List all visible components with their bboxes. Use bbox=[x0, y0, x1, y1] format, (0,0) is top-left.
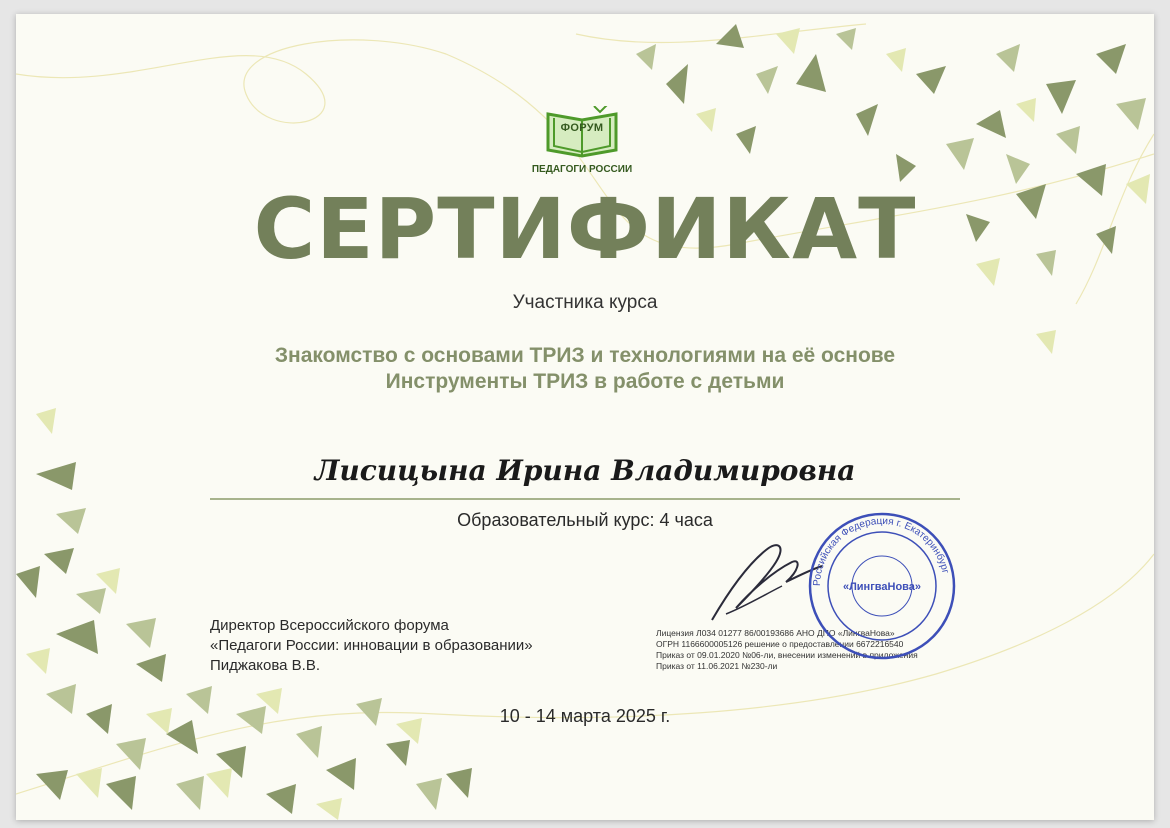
director-line-2: «Педагоги России: инновации в образовании» bbox=[210, 637, 533, 654]
stamp-center-text: «ЛингваНова» bbox=[842, 581, 922, 593]
logo-subtitle: ПЕДАГОГИ РОССИИ bbox=[531, 164, 633, 175]
logo-forum-text: ФОРУМ bbox=[560, 122, 604, 134]
certificate-subtitle: Участника курса bbox=[512, 292, 658, 313]
license-line-3: Приказ от 09.01.2020 №06-ли, внесении изменений в приложения bbox=[656, 650, 918, 660]
director-name: Пиджакова В.В. bbox=[210, 657, 321, 674]
license-line-1: Лицензия Л034 01277 86/00193686 АНО ДПО «ЛингваНова» bbox=[656, 628, 895, 638]
course-line-2: Инструменты ТРИЗ в работе с детьми bbox=[385, 370, 785, 393]
course-line-1: Знакомство с основами ТРИЗ и технологиями на её основе bbox=[274, 344, 896, 367]
director-block bbox=[210, 616, 533, 676]
license-line-4: Приказ от 11.06.2021 №230-ли bbox=[656, 661, 778, 671]
forum-logo bbox=[524, 106, 640, 178]
stamp-ring-text: Российская Федерация г. Екатеринбург bbox=[811, 515, 951, 587]
recipient-name: Лисицына Ирина Владимировна bbox=[314, 454, 856, 487]
director-line-1: Директор Всероссийского форума bbox=[210, 617, 449, 634]
course-hours: Образовательный курс: 4 часа bbox=[457, 510, 713, 530]
course-date: 10 - 14 марта 2025 г. bbox=[499, 706, 671, 726]
official-stamp bbox=[806, 510, 958, 662]
certificate-title: СЕРТИФИКАТ bbox=[253, 180, 917, 278]
svg-text:Российская Федерация г. Екатер bbox=[812, 516, 951, 586]
certificate-page bbox=[16, 14, 1154, 820]
name-underline bbox=[210, 498, 960, 500]
license-line-2: ОГРН 1166600005126 решение о предоставлении 6672216540 bbox=[656, 639, 904, 649]
course-title bbox=[16, 343, 1154, 395]
